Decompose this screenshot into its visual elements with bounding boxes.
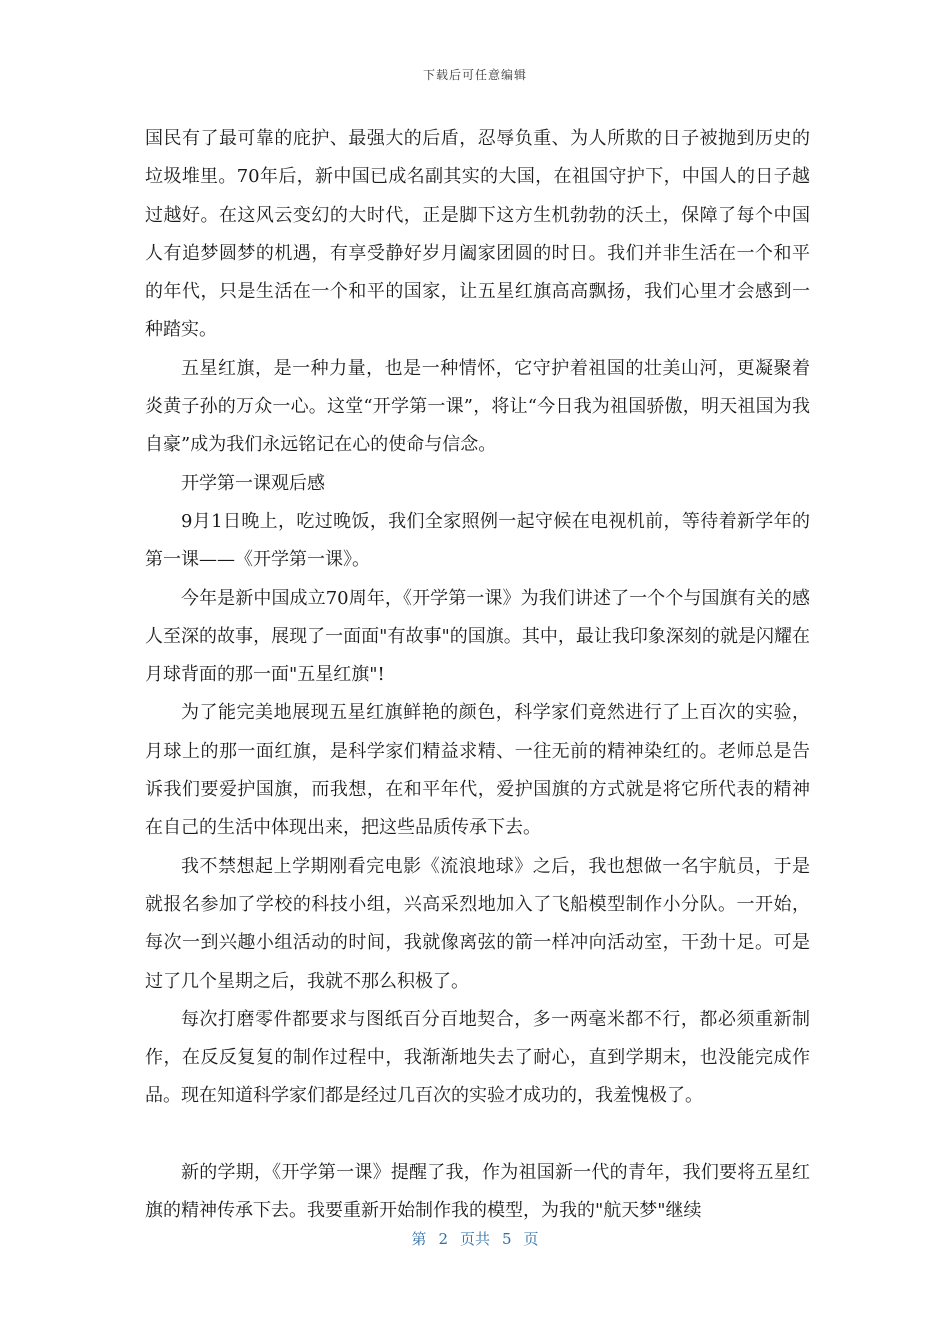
paragraph-8: 新的学期，《开学第一课》提醒了我，作为祖国新一代的青年，我们要将五星红旗的精神传承下去。我要重新开始制作我的模型，为我的"航天梦"继续 [145,1161,810,1222]
paragraph-6: 我不禁想起上学期刚看完电影《流浪地球》之后，我也想做一名宇航员，于是就报名参加了学校的科技小组，兴高采烈地加入了飞船模型制作小分队。一开始，每次一到兴趣小组活动的时间，我就像离弦的箭一样冲向活动室，干劲十足。可是过了几个星期之后，我就不那么积极了。 [145,855,810,992]
paragraph-1: 国民有了最可靠的庇护、最强大的后盾，忍辱负重、为人所欺的日子被抛到历史的垃圾堆里。70年后，新中国已成名副其实的大国，在祖国守护下，中国人的日子越过越好。在这风云变幻的大时代，正是脚下这方生机勃勃的沃土，保障了每个中国人有追梦圆梦的机遇，有享受静好岁月阖家团圆的时日。我们并非生活在一个和平的年代，只是生活在一个和平的国家，让五星红旗高高飘扬，我们心里才会感到一种踏实。 [145,128,810,341]
total-pages-number: 5 [502,1230,512,1248]
page-label: 第 [411,1230,427,1248]
document-body [145,120,810,1230]
page-footer [0,1228,950,1249]
section-title: 开学第一课观后感 [181,472,325,494]
paragraph-5: 为了能完美地展现五星红旗鲜艳的颜色，科学家们竟然进行了上百次的实验，月球上的那一面红旗，是科学家们精益求精、一往无前的精神染红的。老师总是告诉我们要爱护国旗，而我想，在和平年代，爱护国旗的方式就是将它所代表的精神在自己的生活中体现出来，把这些品质传承下去。 [145,702,810,839]
paragraph-2: 五星红旗，是一种力量，也是一种情怀，它守护着祖国的壮美山河，更凝聚着炎黄子孙的万众一心。这堂“开学第一课”，将让“今日我为祖国骄傲，明天祖国为我自豪”成为我们永远铭记在心的使命与信念。 [145,357,810,456]
paragraph-3: 9月1日晚上，吃过晚饭，我们全家照例一起守候在电视机前，等待着新学年的第一课——《开学第一课》。 [145,510,810,571]
paragraph-7: 每次打磨零件都要求与图纸百分百地契合，多一两毫米都不行，都必须重新制作，在反反复复的制作过程中，我渐渐地失去了耐心，直到学期末，也没能完成作品。现在知道科学家们都是经过几百次的实验才成功的，我羞愧极了。 [145,1008,810,1107]
page-header: 下载后可任意编辑 [422,68,527,82]
current-page-number: 2 [438,1230,448,1248]
page-suffix: 页 [523,1230,539,1248]
page-word: 页共 [459,1230,490,1248]
paragraph-4: 今年是新中国成立70周年，《开学第一课》为我们讲述了一个个与国旗有关的感人至深的故事，展现了一面面"有故事"的国旗。其中，最让我印象深刻的就是闪耀在月球背面的那一面"五星红旗"! [145,587,810,686]
